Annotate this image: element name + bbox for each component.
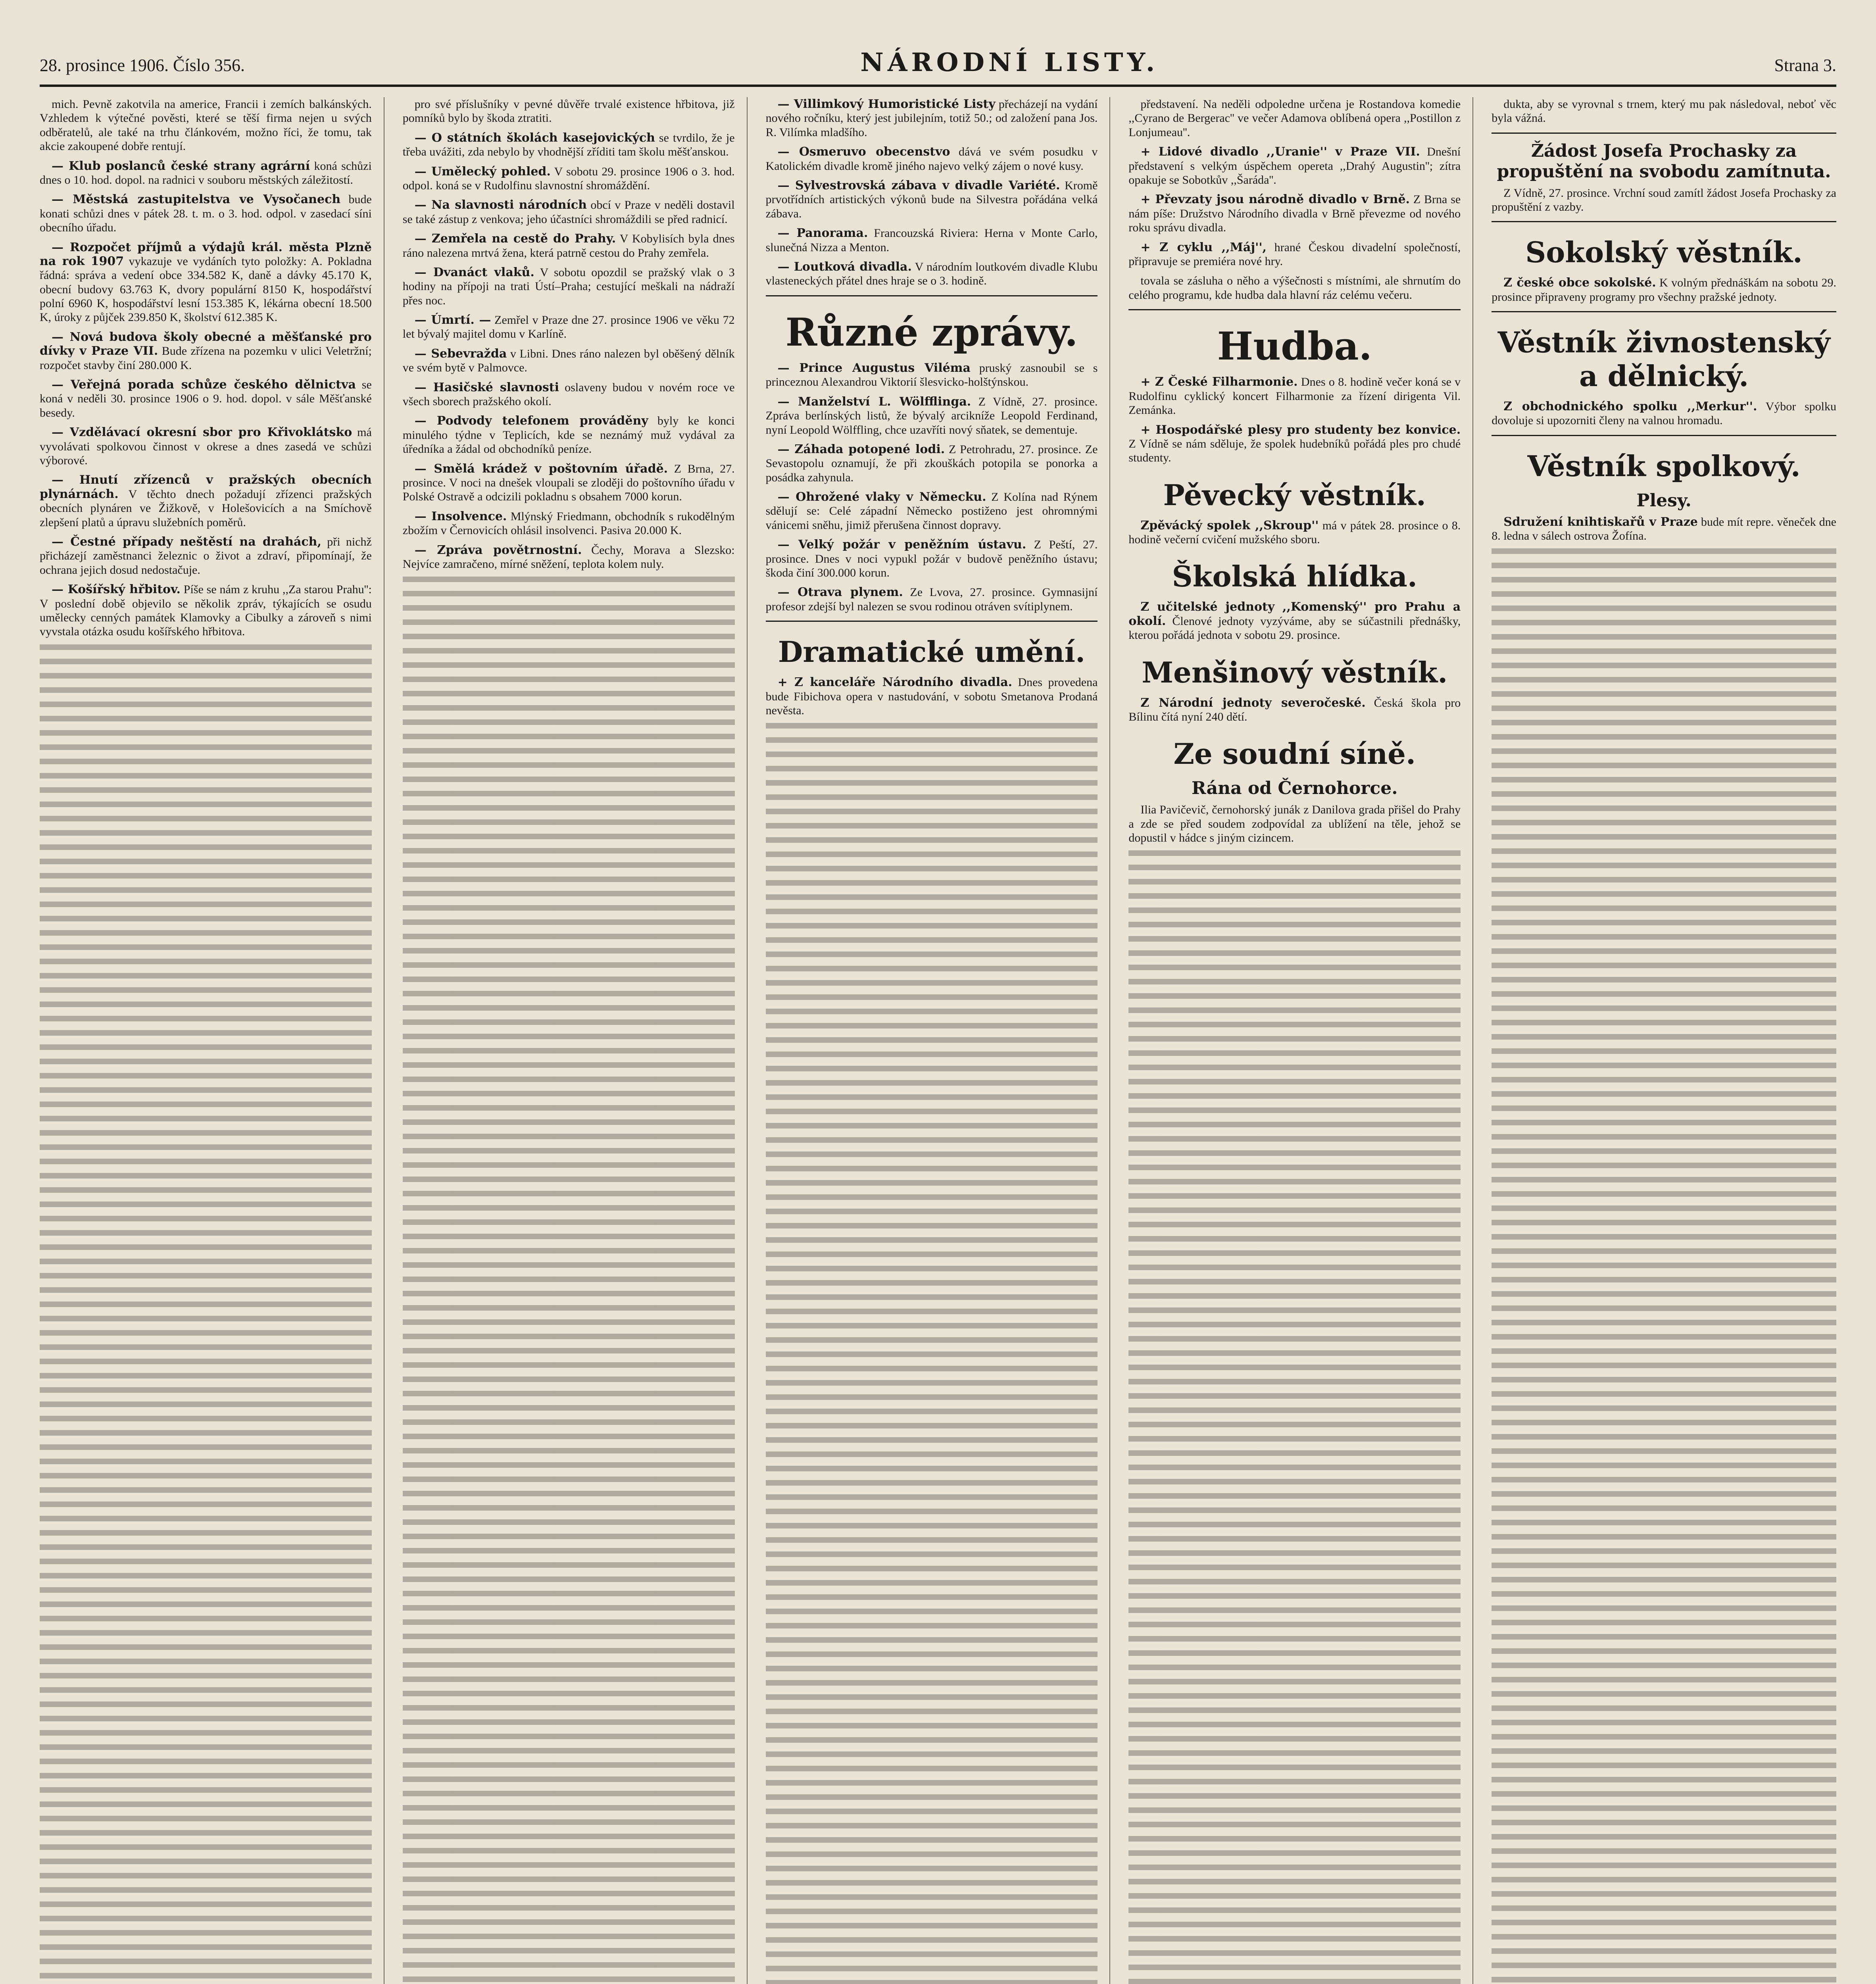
article-paragraph — [403, 414, 735, 456]
article-text: vykazuje ve vydáních tyto položky: A. Pokladna řádná: správa a vedení obce 334.582 K, daně a dávky 45.170 K, obecní budovy 63.763 K, dvory populární 8150 K, hospodářství polní 6960 K, hospodářství lesní 153.385 K, lékárna obecní 18.500 K, úroky z půjček 239.850 K, školství 612.385 K. — [40, 254, 372, 324]
article-lead: — Dvanáct vlaků. — [414, 265, 534, 279]
article-text: Píše se nám z kruhu ,,Za starou Prahu'': V poslední době objevilo se několik zpráv, týkajících se osudu umělecky cenných památek Klamovky a Cibulky a zároveň s nimi vyvstala otázka osudu košířského hřbitova. — [40, 583, 372, 638]
article-paragraph — [403, 543, 735, 571]
section-divider — [1128, 309, 1461, 310]
article-paragraph — [766, 442, 1098, 484]
article-paragraph — [403, 347, 735, 375]
article-paragraph — [403, 131, 735, 159]
article-text: K volným přednáškám na sobotu 29. prosince připraveny programy pro všechny pražské jednoty. — [1492, 276, 1836, 304]
article-paragraph: Ilia Pavičevič, černohorský junák z Danilova grada přišel do Prahy a zde se před soudem zodpovídal za ublížení na těle, jehož se dopustil v hádce s jiným cizincem. — [1128, 803, 1461, 844]
section-divider — [766, 621, 1098, 622]
article-lead: — Insolvence. — [414, 509, 507, 523]
article-paragraph — [766, 538, 1098, 580]
article-paragraph — [1492, 400, 1836, 428]
article-paragraph — [1128, 192, 1461, 235]
article-text: byly ke konci minulého týdne v Teplicích, kde se neznámý muž vydával za úředníka a žádal od obchodníků peníze. — [402, 414, 735, 456]
article-lead: — Panorama. — [777, 226, 868, 240]
page-header — [40, 48, 1836, 87]
article-paragraph — [40, 378, 372, 420]
section-divider — [1492, 311, 1836, 312]
article-lead: — Úmrtí. — — [414, 313, 491, 327]
article-text: Čechy, Morava a Slezsko: Nejvíce zamračeno, mírné sněžení, teplota kolem nuly. — [402, 543, 735, 571]
article-paragraph — [40, 473, 372, 529]
article-paragraph — [1128, 423, 1461, 465]
article-lead: — Nová budova školy obecné a měšťanské pro dívky v Praze VII. — [40, 330, 372, 358]
article-paragraph — [403, 232, 735, 260]
article-lead: — Villimkový Humoristické Listy — [777, 97, 996, 111]
article-columns — [40, 97, 1836, 1984]
article-lead: — Manželství L. Wölfflinga. — [777, 394, 971, 409]
column-3 — [766, 97, 1111, 1984]
article-paragraph — [766, 97, 1098, 139]
article-lead: — Smělá krádež v poštovním úřadě. — [414, 461, 668, 476]
article-text: Francouzská Riviera: Herna v Monte Carlo, slunečná Nizza a Menton. — [765, 227, 1098, 254]
article-lead: — Zpráva povětrnostní. — [414, 543, 582, 557]
article-text: Z Petrohradu, 27. prosince. Ze Sevastopolu oznamují, že při zkouškách potopila se ponorka a posádka zahynula. — [765, 442, 1098, 484]
article-paragraph — [766, 145, 1098, 173]
article-paragraph — [40, 192, 372, 235]
article-paragraph — [766, 395, 1098, 437]
article-paragraph — [40, 330, 372, 372]
article-lead: — Sebevražda — [414, 346, 507, 361]
article-paragraph — [403, 313, 735, 341]
article-text: Dnes o 8. hodině večer koná se v Rudolfinu cyklický koncert Filharmonie za řízení dirigenta Vil. Zemánka. — [1128, 375, 1461, 417]
text-continuation — [1492, 548, 1836, 1984]
article-text: Z Brna se nám píše: Družstvo Národního divadla v Brně převezme od nového roku správu divadla. — [1128, 193, 1461, 235]
article-text: Dnešní představení s velkým úspěchem opereta ,,Drahý Augustin''; zítra opakuje se Sobotkův ,,Šaráda''. — [1128, 145, 1461, 186]
page-number: Strana 3. — [1774, 56, 1836, 75]
article-text: hrané Českou divadelní společností, připravuje se premiéra nové hry. — [1128, 240, 1461, 268]
article-lead: Z učitelské jednoty ,,Komenský'' pro Prahu a okolí. — [1128, 600, 1461, 628]
section-divider — [1492, 221, 1836, 222]
article-text: Bude zřízena na pozemku v ulici Veletržní; rozpočet stavby činí 280.000 K. — [40, 344, 372, 372]
article-paragraph — [403, 165, 735, 193]
issue-date: 28. prosince 1906. Číslo 356. — [40, 56, 245, 75]
article-paragraph — [766, 490, 1098, 532]
article-lead: — Na slavnosti národních — [414, 198, 587, 212]
article-paragraph: dukta, aby se vyrovnal s trnem, který mu pak následoval, neboť věc byla vážná. — [1492, 98, 1836, 125]
article-lead: — O státních školách kasejovických — [414, 131, 655, 145]
article-lead: + Hospodářské plesy pro studenty bez konvice. — [1140, 423, 1461, 437]
article-paragraph — [766, 226, 1098, 254]
article-paragraph: pro své příslušníky v pevné důvěře trvalé existence hřbitova, již pomníků bylo by škoda ztratiti. — [402, 98, 735, 125]
article-lead: Z obchodnického spolku ,,Merkur''. — [1503, 400, 1757, 414]
article-text: Mlýnský Friedmann, obchodník s rukodělným zbožím v Černovicích ohlásil insolvenci. Pasiva 20.000 K. — [402, 509, 735, 537]
article-text: bude konati schůzi dnes v pátek 28. t. m. o 3. hod. odpol. v zasedací síni obecního úřadu. — [40, 193, 372, 235]
article-lead: — Sylvestrovská zábava v divadle Variété. — [777, 178, 1060, 192]
article-paragraph — [40, 583, 372, 639]
article-paragraph — [1128, 375, 1461, 417]
section-title-pevecky-vestnik: Pěvecký věstník. — [1163, 478, 1426, 512]
article-text: V sobotu 29. prosince 1906 o 3. hod. odpol. koná se v Rudolfinu slavnostní shromáždění. — [402, 165, 735, 192]
article-text: Výbor spolku dovoluje si upozorniti členy na valnou hromadu. — [1492, 400, 1836, 427]
article-text: má v pátek 28. prosince o 8. hodině večerní cvičení mužského sboru. — [1128, 519, 1461, 546]
article-lead: + Lidové divadlo ,,Uranie'' v Praze VII. — [1140, 145, 1420, 159]
article-lead: — Zemřela na cestě do Prahy. — [414, 232, 616, 246]
article-paragraph — [1128, 240, 1461, 269]
column-5 — [1492, 97, 1836, 1984]
article-paragraph — [766, 260, 1098, 288]
article-text: V sobotu opozdil se pražský vlak o 3 hodiny na přípoji na trati Ústí–Praha; cestující meškali na nádraží přes noc. — [402, 265, 735, 307]
section-title-vestnik-spolkovy: Věstník spolkový. — [1527, 449, 1801, 483]
article-text: koná schůzi dnes o 10. hod. dopol. na radnici v souboru městských záležitostí. — [40, 159, 372, 186]
article-title-zadost-prochasky: Žádost Josefa Prochasky za propuštění na svobodu zamítnuta. — [1497, 140, 1831, 182]
article-lead: — Velký požár v peněžním ústavu. — [777, 538, 1026, 552]
article-paragraph — [40, 535, 372, 577]
article-paragraph — [40, 240, 372, 325]
article-text: Z Vídně se nám sděluje, že spolek hudebníků pořádá ples pro chudé studenty. — [1128, 437, 1461, 465]
article-text: obcí v Praze v neděli dostavil se také zástup z venkova; jeho účastníci shromáždili se před radnicí. — [402, 198, 735, 226]
article-paragraph — [1128, 519, 1461, 547]
article-text: Z Peští, 27. prosince. Dnes v noci vypukl požár v budově peněžního ústavu; škoda činí 300.000 korun. — [765, 538, 1098, 580]
article-text: Z Brna, 27. prosince. V noci na dnešek vloupali se zloději do poštovního úřadu v Polské Ostravě a odcizili pokladnu s obsahem 7000 korun. — [402, 462, 735, 504]
article-lead: Zpěvácký spolek ,,Skroup'' — [1140, 518, 1319, 533]
article-paragraph — [766, 179, 1098, 221]
article-text: Z Kolína nad Rýnem sdělují se: Celé západní Německo postiženo jest ohromnými vánicemi sněhu, jimiž přerušena činnost dopravy. — [765, 490, 1098, 532]
column-4 — [1128, 97, 1473, 1984]
article-text: V těchto dnech požadují zřízenci pražských obecních plynáren ve Žižkově, v Holešovicích a na Smíchově zlepšení platů a úpravu služebních poměrů. — [40, 487, 372, 529]
article-lead: — Umělecký pohled. — [414, 164, 551, 179]
section-title-skolska-hlidka: Školská hlídka. — [1172, 559, 1417, 594]
article-text: bude mít repre. věneček dne 8. ledna v sálech ostrova Žofína. — [1492, 515, 1836, 543]
section-divider — [1492, 133, 1836, 134]
article-paragraph — [40, 159, 372, 187]
section-title-ze-soudni-sine: Ze soudní síně. — [1173, 737, 1416, 771]
article-text: dává ve svém posudku v Katolickém divadle kromě jiného najevo velký zájem o nové kusy. — [765, 145, 1098, 173]
article-text: přecházejí na vydání nového ročníku, který jest jubilejním, totiž 50.; od založení pana Jos. R. Vilímka mladšího. — [765, 98, 1098, 139]
section-divider — [1492, 435, 1836, 436]
masthead-title: NÁRODNÍ LISTY. — [860, 48, 1159, 77]
article-lead: — Loutková divadla. — [777, 260, 912, 274]
column-2 — [403, 97, 748, 1984]
text-continuation — [1128, 850, 1461, 1984]
article-paragraph — [40, 425, 372, 467]
section-title-sokolsky-vestnik: Sokolský věstník. — [1525, 235, 1803, 269]
article-text: se koná v neděli 30. prosince 1906 o 9. hod. dopol. v sále Měšťanské besedy. — [40, 378, 372, 419]
article-title-plesy: Plesy. — [1636, 490, 1691, 511]
article-lead: — Osmeruvo obecenstvo — [777, 145, 950, 159]
text-continuation — [766, 723, 1098, 1984]
article-lead: — Hnutí zřízenců v pražských obecních plynárnách. — [40, 473, 372, 501]
article-lead: — Rozpočet příjmů a výdajů král. města Plzně na rok 1907 — [40, 240, 372, 268]
section-divider — [766, 295, 1098, 296]
article-paragraph — [1492, 276, 1836, 304]
article-lead: — Městská zastupitelstva ve Vysočanech — [52, 192, 341, 207]
article-text: Dnes provedena bude Fibichova opera v nastudování, v sobotu Smetanova Prodaná nevěsta. — [765, 676, 1098, 717]
article-paragraph — [403, 462, 735, 504]
article-lead: Z české obce sokolské. — [1503, 276, 1656, 290]
article-title-rana-od-cernohorce: Rána od Černohorce. — [1192, 778, 1398, 799]
article-paragraph — [403, 509, 735, 538]
article-paragraph — [1128, 600, 1461, 642]
article-text: V Kobylisích byla dnes ráno nalezena mrtvá žena, která patrně cestou do Prahy zemřela. — [402, 232, 735, 260]
article-text: Kromě prvotřídních artistických výkonů bude na Silvestra pořádána velká zábava. — [765, 179, 1098, 220]
article-paragraph — [1128, 145, 1461, 187]
column-1 — [40, 97, 384, 1984]
article-paragraph — [1128, 696, 1461, 724]
article-lead: + Z cyklu ,,Máj'', — [1140, 240, 1267, 254]
article-paragraph: představení. Na neděli odpoledne určena je Rostandova komedie ,,Cyrano de Bergerac'' ve večer Adamova oblíbená opera ,,Postillon z Lonjumeau''. — [1128, 98, 1461, 139]
article-paragraph — [1492, 515, 1836, 543]
article-lead: — Čestné případy neštěstí na drahách, — [52, 534, 321, 549]
article-text: pruský zasnoubil se s princeznou Alexandrou Viktorií šlesvicko-holštýnskou. — [765, 361, 1098, 389]
article-paragraph — [403, 381, 735, 409]
article-lead: — Klub poslanců české strany agrární — [52, 159, 310, 173]
article-lead: — Otrava plynem. — [777, 585, 903, 600]
article-text: V národním loutkovém divadle Klubu vlasteneckých přátel dnes hraje se o 3. hodině. — [765, 260, 1098, 288]
article-text: při nichž přicházejí zaměstnanci železnic o život a zdraví, připomínají, že ochrana jejich dosud nedostačuje. — [40, 535, 372, 577]
article-paragraph — [766, 585, 1098, 613]
section-title-mensinovy-vestnik: Menšinový věstník. — [1142, 655, 1448, 689]
article-lead: — Ohrožené vlaky v Německu. — [777, 490, 986, 504]
article-lead: — Košířský hřbitov. — [52, 583, 181, 597]
article-lead: — Veřejná porada schůze českého dělnictva — [52, 378, 356, 392]
article-lead: + Převzaty jsou národně divadlo v Brně. — [1140, 192, 1410, 207]
article-lead: Sdružení knihtiskařů v Praze — [1503, 515, 1698, 529]
article-paragraph: mich. Pevně zakotvila na americe, Francii i zemích balkánských. Vzhledem k výtečné pověsti, které se těší firma nejen u svých odběratelů, ale také na trhu článkovém, možno říci, že tomu, tak akcie zakoupené dobře rentují. — [40, 98, 372, 153]
text-continuation — [40, 644, 372, 1984]
article-paragraph: Z Vídně, 27. prosince. Vrchní soud zamítl žádost Josefa Prochasky za propuštění z vazby. — [1492, 186, 1836, 213]
article-text: v Libni. Dnes ráno nalezen byl oběšený dělník ve svém bytě v Palmovce. — [402, 347, 735, 375]
section-title-ruzne-zpravy: Různé zprávy. — [785, 310, 1078, 355]
article-lead: + Z České Filharmonie. — [1140, 375, 1298, 389]
article-paragraph: tovala se zásluha o něho a výšečnosti s místními, ale shrnutím do celého programu, kde hudba dala hlavní ráz celému večeru. — [1128, 274, 1461, 302]
article-text: oslaveny budou v novém roce ve všech sborech pražského okolí. — [402, 381, 735, 408]
article-text: se tvrdilo, že je třeba uvážiti, zda nebylo by vhodnější zříditi tam školu měšťanskou. — [402, 131, 735, 159]
article-paragraph — [766, 675, 1098, 717]
article-lead: Z Národní jednoty severočeské. — [1140, 696, 1366, 710]
section-title-dramaticke-umeni: Dramatické umění. — [778, 635, 1086, 669]
article-lead: — Záhada potopené lodi. — [777, 442, 945, 456]
article-lead: — Prince Augustus Viléma — [777, 361, 971, 375]
article-paragraph — [403, 198, 735, 226]
article-paragraph — [766, 361, 1098, 389]
article-lead: + Z kanceláře Národního divadla. — [777, 675, 1013, 690]
section-title-hudba: Hudba. — [1217, 324, 1372, 369]
section-title-vestnik-zivnostensky: Věstník živnostenský a dělnický. — [1497, 325, 1830, 393]
article-text: Ze Lvova, 27. prosince. Gymnasijní profesor zdejší byl nalezen se svou rodinou otráven svítiplynem. — [765, 586, 1098, 613]
article-lead: — Vzdělávací okresní sbor pro Křivoklátsko — [52, 425, 352, 440]
article-text: má vyvolávati spolkovou činnost v okrese a dnes zasedá ve schůzi výborové. — [40, 426, 372, 467]
text-continuation — [403, 577, 735, 1984]
article-text: Členové jednoty vyzýváme, aby se súčastnili přednášky, kterou pořádá jednota v sobotu 29. prosince. — [1128, 614, 1461, 642]
article-text: Zemřel v Praze dne 27. prosince 1906 ve věku 72 let bývalý majitel domu v Karlíně. — [402, 313, 735, 341]
article-lead: — Hasičské slavnosti — [414, 380, 559, 394]
article-paragraph — [403, 265, 735, 308]
article-text: Česká škola pro Bílinu čítá nyní 240 dětí. — [1128, 696, 1461, 723]
article-text: Z Vídně, 27. prosince. Zpráva berlínských listů, že bývalý arcikníže Leopold Ferdinand, nyní Leopold Wölffling, chce uzavříti nový sňatek, se dementuje. — [765, 395, 1098, 436]
article-lead: — Podvody telefonem prováděny — [414, 414, 648, 428]
